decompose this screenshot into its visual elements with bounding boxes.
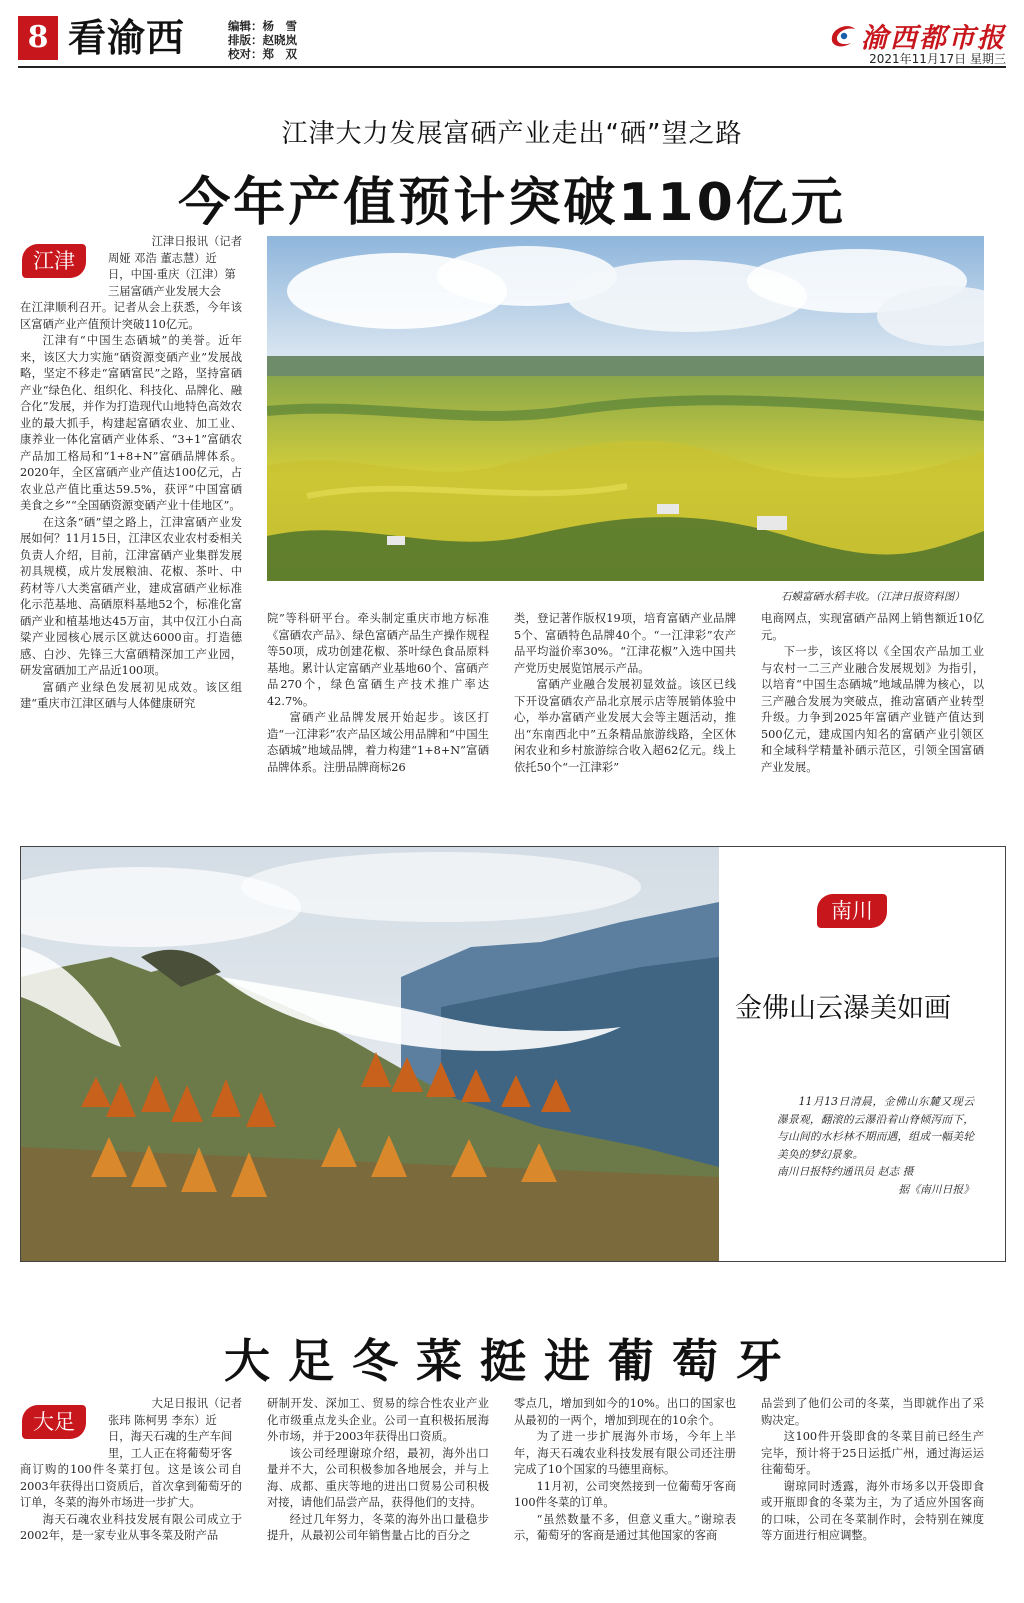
paragraph: 院”等科研平台。牵头制定重庆市地方标准《富硒农产品》、绿色富硒产品生产操作规程等50项，成功创建花椒、茶叶绿色食品原料基地。累计认定富硒产业基地60个、富硒产品270个，绿色富硒生产技术推广率达42.7%。 <box>267 612 489 708</box>
paragraph: 该公司经理谢琼介绍，最初，海外出口量并不大，公司积极参加各地展会，并与上海、成都、重庆等地的进出口贸易公司积极对接，请他们品尝产品，获得他们的支持。 <box>267 1446 489 1509</box>
article2-lead <box>108 1396 242 1462</box>
lead-line: 大足日报讯（记者 <box>151 1397 242 1410</box>
paragraph: 这100件开袋即食的冬菜目前已经生产完毕，预计将于25日运抵广州，通过海运运往葡萄牙。 <box>761 1430 984 1476</box>
paragraph: 经过几年努力，冬菜的海外出口量稳步提升，从最初公司年销售量占比的百分之 <box>267 1512 489 1542</box>
paragraph: 富硒产业绿色发展初见成效。该区组建“重庆市江津区硒与人体健康研究 <box>20 680 242 710</box>
cloud-waterfall-photo <box>21 847 719 1261</box>
paragraph: 江津有“中国生态硒城”的美誉。近年来，该区大力实施“硒资源变硒产业”发展战略，坚定不移走“富硒富民”之路，坚持富硒产业“绿色化、组织化、科技化、品牌化、融合化”发展，并作为打造现代山地特色高效农业的最大抓手，构建起富硒农业、加工业、康养业一体化富硒产业体系、“3+1”富硒农产品加工格局和“1+8+N”富硒品牌体系。2020年，全区富硒产业产值达100亿元，占农业总产值比重达59.5%，获评“中国富硒美食之乡”“全国硒资源变硒产业十佳地区”。 <box>20 334 242 512</box>
source-credit: 据《南川日报》 <box>898 1182 974 1196</box>
place-stamp-nanchuan: 南川 <box>817 894 887 928</box>
paragraph: “虽然数量不多，但意义重大。”谢琼表示，葡萄牙的客商是通过其他国家的客商 <box>514 1512 736 1542</box>
rice-terrace-image-icon <box>267 236 984 581</box>
lead-line: 张玮 陈柯男 李东）近 <box>108 1413 217 1427</box>
editor-credits <box>228 19 297 61</box>
page-number: 8 <box>18 16 58 60</box>
masthead <box>18 16 1006 64</box>
article2-column-3 <box>514 1396 736 1598</box>
paragraph: 富硒产业融合发展初显效益。该区已线下开设富硒农产品北京展示店等展销体验中心，举办富硒产业发展大会等主题活动，推出“东南西北中”五条精品旅游线路，全区休闲农业和乡村旅游综合收入超62亿元。线上依托50个“一江津彩” <box>514 678 736 774</box>
article1-column-2 <box>267 611 489 779</box>
newspaper-name: 渝西都市报 <box>861 23 1006 54</box>
article2-column-2 <box>267 1396 489 1598</box>
paragraph: 下一步，该区将以《全国农产品加工业与农村一二三产业融合发展规划》为指引，以培育“中国生态硒城”地域品牌为核心，以三产融合发展为突破点，推动富硒产业转型升级。力争到2025年富硒产业链产值达到500亿元，建成国内知名的富硒产业引领区和全域科学精量补硒示范区，引领全国富硒产业发展。 <box>761 645 984 774</box>
paragraph: 在江津顺利召开。记者从会上获悉，今年该区富硒产业产值预计突破110亿元。 <box>20 301 242 331</box>
paragraph: 零点几，增加到如今的10%。出口的国家也从最初的一两个，增加到现在的10余个。 <box>514 1397 736 1427</box>
lead-line: 周娅 邓浩 董志慧）近 <box>108 251 217 265</box>
lead-line: 三届富硒产业发展大会 <box>108 284 221 298</box>
article2-column-1 <box>20 1462 242 1598</box>
section-name: 看渝西 <box>68 15 186 60</box>
layout-line: 排版：赵晓岚 <box>228 33 297 47</box>
rice-terrace-photo <box>267 236 984 581</box>
issue-date: 2021年11月17日 星期三 <box>869 52 1006 66</box>
article1-kicker: 江津大力发展富硒产业走出“硒”望之路 <box>281 119 743 149</box>
logo-swoosh-icon <box>829 23 857 49</box>
photo-credit: 南川日报特约通讯员 赵志 摄 <box>777 1165 914 1178</box>
paragraph: 商订购的100件冬菜打包。这是该公司自2003年获得出口资质后，首次拿到葡萄牙的订单，冬菜的海外市场进一步扩大。 <box>20 1463 242 1509</box>
feature-title: 金佛山云瀑美如画 <box>735 993 951 1024</box>
paragraph: 在这条“硒”望之路上，江津富硒产业发展如何？11月15日，江津区农业农村委相关负责人介绍，目前，江津富硒产业集群发展初具规模，成片发展粮油、花椒、茶叶、中药材等八大类富硒产业，建成富硒产业标准化示范基地、高硒原料基地52个，标准化富硒产业和植基地达45万亩，其中仅江小白高粱产业园核心展示区就达6000亩。打造德感、白沙、先锋三大富硒精深加工产业园，研发富硒加工产品近100项。 <box>20 515 242 677</box>
paragraph: 为了进一步扩展海外市场，今年上半年，海天石魂农业科技发展有限公司还注册完成了10个国家的马德里商标。 <box>514 1430 736 1476</box>
feature-text: 11月13日清晨，金佛山东麓又现云瀑景观，翻滚的云瀑沿着山脊倾泻而下，与山间的水杉林不期而遇，组成一幅美轮美奂的梦幻景象。 <box>777 1095 974 1161</box>
article1-column-1 <box>20 300 242 775</box>
paragraph: 海天石魂农业科技发展有限公司成立于2002年，是一家专业从事冬菜及附产品 <box>20 1512 242 1542</box>
cloud-waterfall-image-icon <box>21 847 719 1261</box>
lead-line: 日，中国·重庆（江津）第 <box>108 268 236 281</box>
paragraph: 电商网点，实现富硒产品网上销售额近10亿元。 <box>761 612 984 642</box>
article1-column-3 <box>514 611 736 779</box>
article1-headline: 今年产值预计突破110亿元 <box>178 173 846 233</box>
place-stamp-jiangjin: 江津 <box>22 244 86 278</box>
paragraph: 谢琼同时透露，海外市场多以开袋即食或开瓶即食的冬菜为主，为了适应外国客商的口味，公司在冬菜制作时，会特别在辣度等方面进行相应调整。 <box>761 1479 984 1542</box>
article2-headline: 大足冬菜挺进葡萄牙 <box>224 1334 800 1388</box>
article1-column-4 <box>761 611 984 779</box>
place-stamp-dazu: 大足 <box>22 1405 86 1439</box>
paragraph: 研制开发、深加工、贸易的综合性农业产业化市级重点龙头企业。公司一直积极拓展海外市场，并于2003年获得出口资质。 <box>267 1397 489 1443</box>
masthead-rule <box>18 66 1006 68</box>
paragraph: 品尝到了他们公司的冬菜，当即就作出了采购决定。 <box>761 1397 984 1427</box>
lead-line: 里，工人正在将葡萄牙客 <box>108 1446 233 1460</box>
photo-caption: 石蟆富硒水稻丰收。（江津日报资料图） <box>781 591 965 603</box>
paragraph: 富硒产业品牌发展开始起步。该区打造“一江津彩”农产品区域公用品牌和“中国生态硒城”地域品牌，着力构建“1+8+N”富硒品牌体系。注册品牌商标26 <box>267 711 489 774</box>
lead-line: 日，海天石魂的生产车间 <box>108 1430 233 1443</box>
article1-lead <box>108 234 242 300</box>
lead-line: 江津日报讯（记者 <box>151 235 242 248</box>
feature-text-block <box>777 1093 974 1198</box>
editor-line: 编辑：杨 雪 <box>228 19 297 33</box>
paragraph: 11月初，公司突然接到一位葡萄牙客商100件冬菜的订单。 <box>514 1479 736 1509</box>
paragraph: 类，登记著作版权19项，培育富硒产业品牌5个、富硒特色品牌40个。“一江津彩”农产品平均溢价率30%。“江津花椒”入选中国共产党历史展览馆展示产品。 <box>514 612 736 675</box>
article2-column-4 <box>761 1396 984 1598</box>
proofreader-line: 校对：郑 双 <box>228 47 297 61</box>
